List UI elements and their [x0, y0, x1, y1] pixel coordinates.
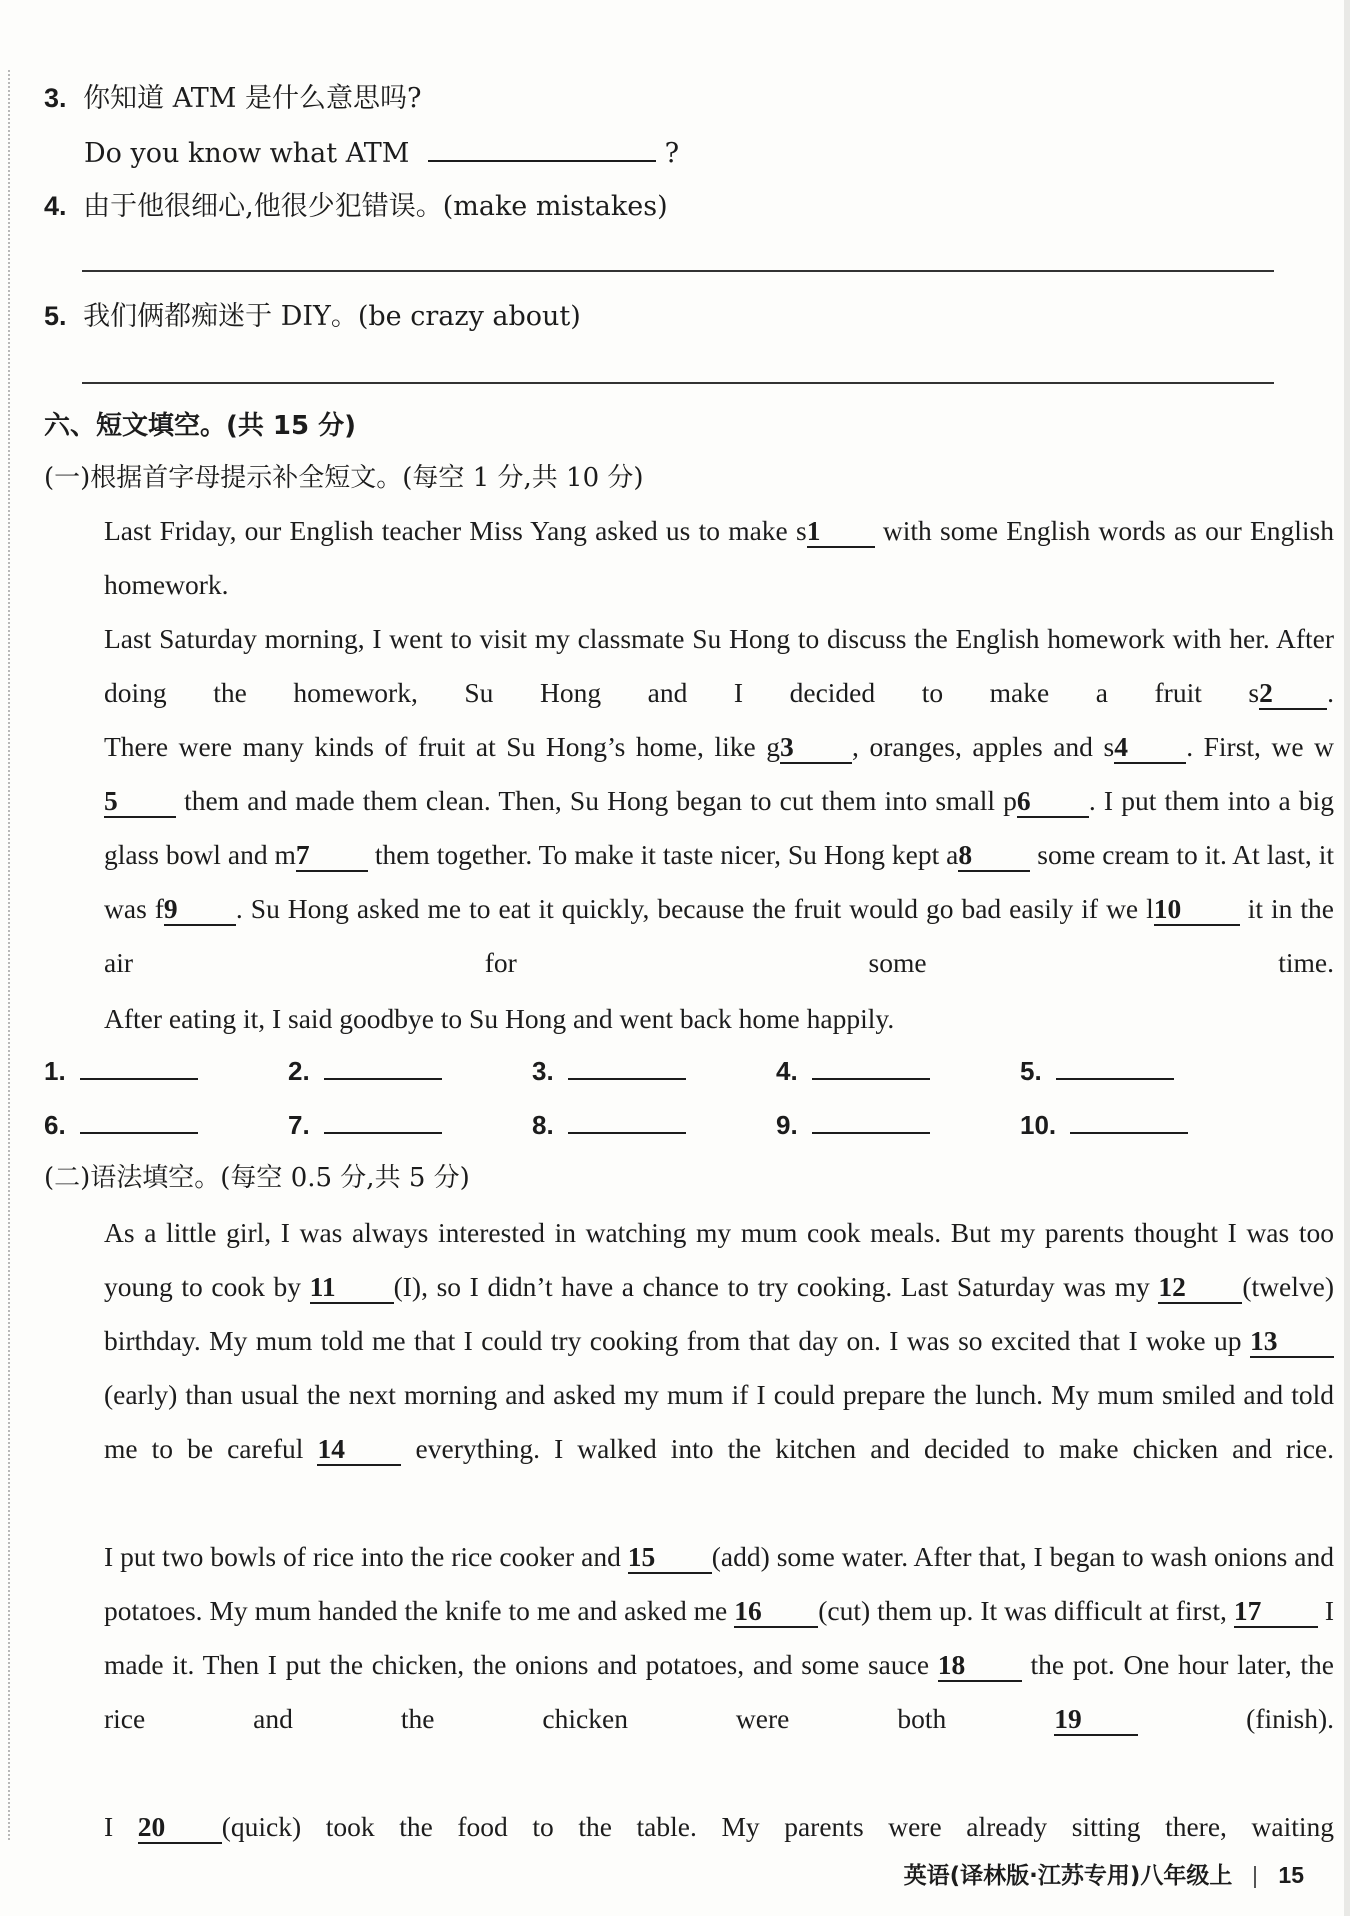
- part-2-paragraph-3: I 20 (quick) took the food to the table. My parents were already sitting there, waiting: [104, 1811, 1334, 1842]
- blank-8[interactable]: 8: [958, 840, 1030, 872]
- footer-divider: [1254, 1866, 1256, 1888]
- page-number: 15: [1278, 1862, 1304, 1888]
- blank-2[interactable]: 2: [1259, 678, 1327, 710]
- part-1-paragraph-3: There were many kinds of fruit at Su Hong’s home, like g3 , oranges, apples and s4 . First, we w5 them and made them clean. Then, Su Hong began to cut them into small p6 . I put them into a big glass bowl and m7 them together. To make it taste nicer, Su Hong kept a8 some cream to it. At last, it was f9 . Su Hong asked me to eat it quickly, because the fruit would go bad easily if we l10 it in the air for some time.: [104, 731, 1334, 978]
- question-3-prompt: 你知道 ATM 是什么意思吗?: [83, 83, 422, 114]
- part-1-title: (一)根据首字母提示补全短文。(每空 1 分,共 10 分): [44, 463, 644, 493]
- answer-slot-5[interactable]: 5.: [1020, 1052, 1174, 1090]
- answer-slot-4[interactable]: 4.: [776, 1052, 930, 1090]
- answer-line-4[interactable]: [812, 1052, 930, 1080]
- answer-line-q5[interactable]: [82, 382, 1274, 384]
- answer-blank-q3[interactable]: [428, 134, 656, 162]
- answer-slot-10[interactable]: 10.: [1020, 1106, 1188, 1144]
- question-3: 3. 你知道 ATM 是什么意思吗?: [44, 83, 422, 114]
- answer-line-9[interactable]: [812, 1106, 930, 1134]
- blank-11[interactable]: 11: [310, 1272, 394, 1304]
- part-1-paragraph-2: Last Saturday morning, I went to visit my classmate Su Hong to discuss the English homework with her. After doing the homework, Su Hong and I decided to make a fruit s2 .: [104, 623, 1334, 708]
- question-5: 5. 我们俩都痴迷于 DIY。(be crazy about): [44, 301, 581, 332]
- blank-9[interactable]: 9: [164, 894, 236, 926]
- blank-5[interactable]: 5: [104, 786, 176, 818]
- part-1-paragraph-4: After eating it, I said goodbye to Su Hong and went back home happily.: [104, 1003, 895, 1034]
- answer-line-10[interactable]: [1070, 1106, 1188, 1134]
- blank-14[interactable]: 14: [317, 1434, 401, 1466]
- answer-line-2[interactable]: [324, 1052, 442, 1080]
- answer-line-8[interactable]: [568, 1106, 686, 1134]
- answer-slot-2[interactable]: 2.: [288, 1052, 442, 1090]
- answer-slot-8[interactable]: 8.: [532, 1106, 686, 1144]
- answer-line-1[interactable]: [80, 1052, 198, 1080]
- part-2-paragraph-2: I put two bowls of rice into the rice cooker and 15 (add) some water. After that, I began to wash onions and potatoes. My mum handed the knife to me and asked me 16 (cut) them up. It was difficult at first, 17 I made it. Then I put the chicken, the onions and potatoes, and some sauce 18 the pot. One hour later, the rice and the chicken were both 19 (finish).: [104, 1541, 1334, 1734]
- question-4-prompt: 由于他很细心,他很少犯错误。(make mistakes): [83, 191, 668, 222]
- blank-16[interactable]: 16: [734, 1596, 818, 1628]
- question-5-prompt: 我们俩都痴迷于 DIY。(be crazy about): [83, 301, 581, 332]
- answer-slot-6[interactable]: 6.: [44, 1106, 198, 1144]
- blank-18[interactable]: 18: [938, 1650, 1022, 1682]
- question-4: 4. 由于他很细心,他很少犯错误。(make mistakes): [44, 191, 668, 222]
- section-6-title: 六、短文填空。(共 15 分): [44, 411, 357, 441]
- blank-7[interactable]: 7: [296, 840, 368, 872]
- answer-line-3[interactable]: [568, 1052, 686, 1080]
- blank-17[interactable]: 17: [1234, 1596, 1318, 1628]
- part-1-paragraph-1: Last Friday, our English teacher Miss Yang asked us to make s1 with some English words as our English homework.: [104, 515, 1334, 600]
- answer-line-q4[interactable]: [82, 270, 1274, 272]
- part-2-title: (二)语法填空。(每空 0.5 分,共 5 分): [44, 1163, 470, 1193]
- binding-margin-line: [8, 70, 10, 1840]
- blank-13[interactable]: 13: [1250, 1326, 1334, 1358]
- book-title: 英语(译林版·江苏专用)八年级上: [903, 1863, 1233, 1889]
- blank-10[interactable]: 10: [1154, 894, 1240, 926]
- answer-slot-1[interactable]: 1.: [44, 1052, 198, 1090]
- blank-12[interactable]: 12: [1158, 1272, 1242, 1304]
- blank-20[interactable]: 20: [138, 1812, 222, 1844]
- part-2-paragraph-1: As a little girl, I was always interested in watching my mum cook meals. But my parents thought I was too young to cook by 11 (I), so I didn’t have a chance to try cooking. Last Saturday was my 12 (twelve) birthday. My mum told me that I could try cooking from that day on. I was so excited that I woke up 13(early) than usual the next morning and asked my mum if I could prepare the lunch. My mum smiled and told me to be careful 14 everything. I walked into the kitchen and decided to make chicken and rice.: [104, 1217, 1334, 1464]
- page-edge: [1344, 0, 1350, 1916]
- question-3-sentence: Do you know what ATM ?: [84, 134, 679, 172]
- blank-19[interactable]: 19: [1054, 1704, 1138, 1736]
- answer-line-7[interactable]: [324, 1106, 442, 1134]
- blank-4[interactable]: 4: [1114, 732, 1186, 764]
- answer-slot-7[interactable]: 7.: [288, 1106, 442, 1144]
- answer-slot-9[interactable]: 9.: [776, 1106, 930, 1144]
- blank-1[interactable]: 1: [807, 516, 875, 548]
- answer-slot-3[interactable]: 3.: [532, 1052, 686, 1090]
- blank-6[interactable]: 6: [1017, 786, 1089, 818]
- blank-3[interactable]: 3: [780, 732, 852, 764]
- answer-line-5[interactable]: [1056, 1052, 1174, 1080]
- page-footer: [904, 1860, 1304, 1891]
- blank-15[interactable]: 15: [628, 1542, 712, 1574]
- answer-line-6[interactable]: [80, 1106, 198, 1134]
